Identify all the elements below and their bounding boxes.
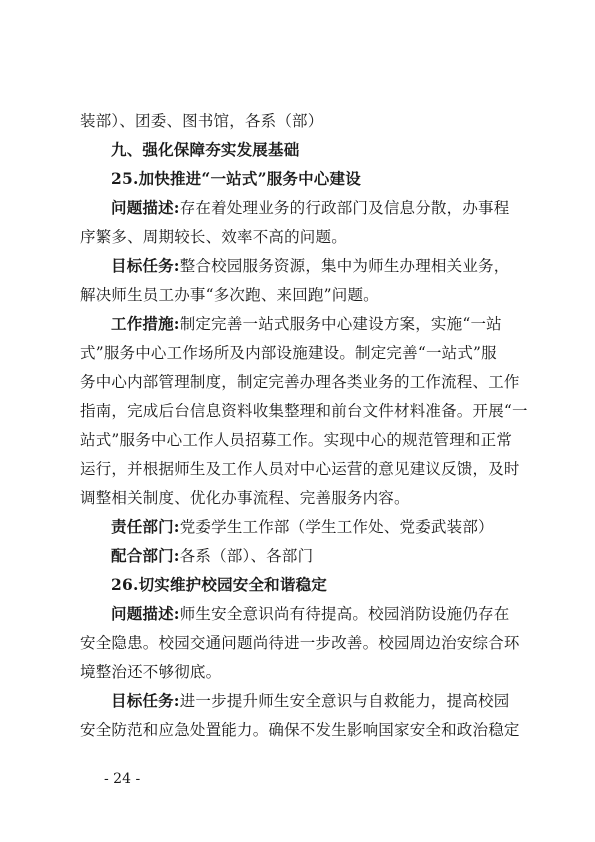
heading-text: 九、强化保障夯实发展基础 <box>111 141 300 159</box>
body-text-line <box>80 227 525 247</box>
heading-text: 26.切实维护校园安全和谐稳定 <box>111 575 327 594</box>
text: 制定完善一站式服务中心建设方案，实施“一站 <box>179 315 502 333</box>
text: 解决师生员工办事“多次跑、来回跑”问题。 <box>80 286 379 304</box>
body-text-line <box>80 401 528 421</box>
body-text-line <box>111 314 525 334</box>
body-text-line <box>111 546 525 566</box>
body-text-line <box>80 430 525 450</box>
field-label: 目标任务: <box>111 691 180 710</box>
body-text-line <box>111 604 525 624</box>
text: 进一步提升师生安全意识与自救能力，提高校园 <box>179 692 510 710</box>
text: 师生安全意识尚有待提高。校园消防设施仍存在 <box>179 605 510 623</box>
body-text-line <box>111 256 525 276</box>
text: 装部）、团委、图书馆，各系（部） <box>80 112 324 130</box>
field-label: 责任部门: <box>111 517 180 536</box>
body-text-line <box>80 459 525 479</box>
text: 务中心内部管理制度，制定完善办理各类业务的工作流程、工作 <box>80 373 520 391</box>
text: 党委学生工作部（学生工作处、党委武装部） <box>179 518 494 536</box>
body-text-line <box>80 285 525 305</box>
text: 整合校园服务资源，集中为师生办理相关业务， <box>179 257 510 275</box>
body-text-line <box>80 111 525 131</box>
heading-text: 25.加快推进“一站式”服务中心建设 <box>111 169 361 188</box>
text: 式”服务中心工作场所及内部设施建设。制定完善“一站式”服 <box>80 344 497 362</box>
body-text-line <box>80 343 525 363</box>
body-text-line <box>111 198 525 218</box>
text: 存在着处理业务的行政部门及信息分散，办事程 <box>179 199 510 217</box>
text: 指南，完成后台信息资料收集整理和前台文件材料准备。开展“一 <box>80 402 528 420</box>
body-text-line <box>111 691 525 711</box>
text: 境整治还不够彻底。 <box>80 663 222 681</box>
body-text-line <box>80 720 525 740</box>
body-text-line <box>80 372 525 392</box>
field-label: 问题描述: <box>111 604 180 623</box>
text: 站式”服务中心工作人员招募工作。实现中心的规范管理和正常 <box>80 431 513 449</box>
text: 各系（部）、各部门 <box>179 547 314 565</box>
section-heading <box>111 140 525 160</box>
text: 调整相关制度、优化办事流程、完善服务内容。 <box>80 489 410 507</box>
item-heading-26 <box>111 575 525 595</box>
field-label: 工作措施: <box>111 314 180 333</box>
body-text-line <box>80 488 525 508</box>
page-number: - 24 - <box>104 771 141 787</box>
field-label: 配合部门: <box>111 546 180 565</box>
body-text-line <box>80 662 525 682</box>
text: 运行，并根据师生及工作人员对中心运营的意见建议反馈，及时 <box>80 460 520 478</box>
text: 安全隐患。校园交通问题尚待进一步改善。校园周边治安综合环 <box>80 634 520 652</box>
field-label: 目标任务: <box>111 256 180 275</box>
item-heading-25 <box>111 169 525 189</box>
body-text-line <box>111 517 525 537</box>
text: 安全防范和应急处置能力。确保不发生影响国家安全和政治稳定 <box>80 721 520 739</box>
text: 序繁多、周期较长、效率不高的问题。 <box>80 228 347 246</box>
field-label: 问题描述: <box>111 198 180 217</box>
body-text-line <box>80 633 525 653</box>
